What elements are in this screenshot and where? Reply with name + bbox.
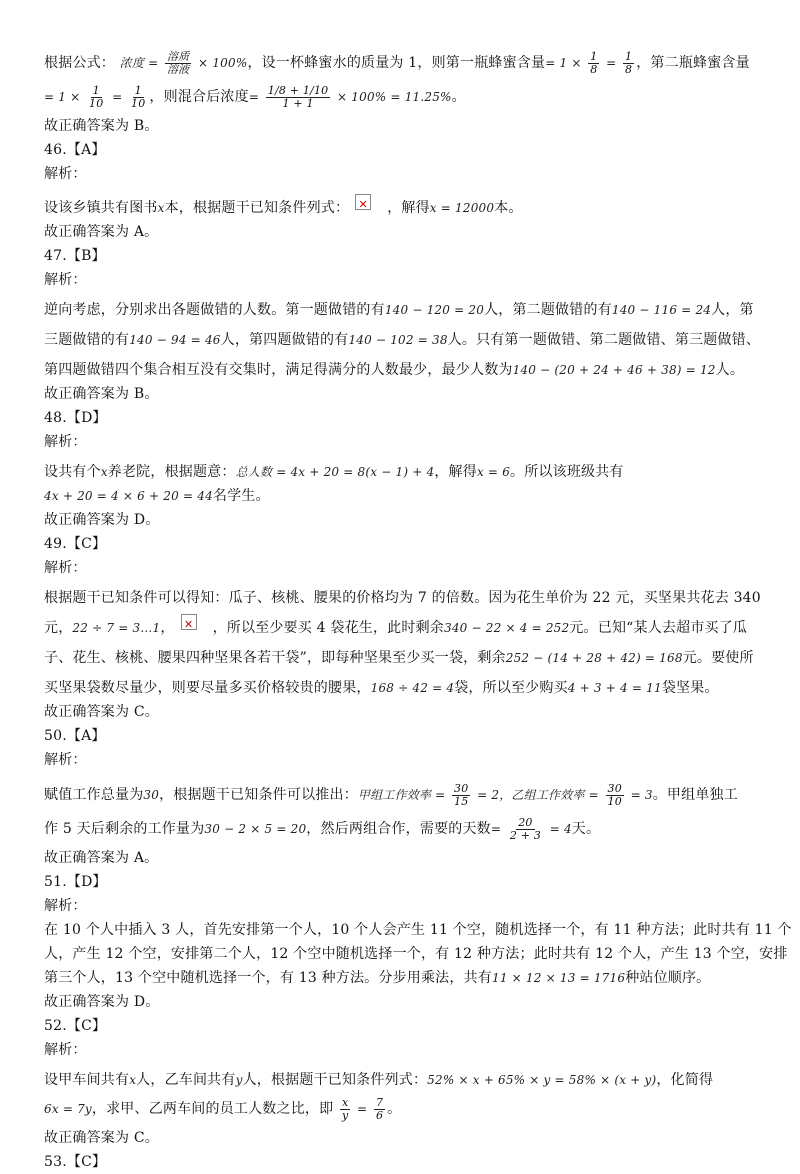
answer-line: 故正确答案为 D。 (44, 994, 160, 1010)
text: ，则混合后浓度 (149, 89, 249, 105)
text-line: 元，22 ÷ 7 = 3…1，✕ ，所以至少要买 4 袋花生，此时剩余340 − 22 × 4 = 252元。已知“某人去超市买了瓜 (44, 616, 756, 640)
formula: = (490, 822, 502, 836)
analysis-label: 解析： (44, 752, 87, 768)
answer-line: 故正确答案为 D。 (44, 512, 160, 528)
answer-line: 故正确答案为 C。 (44, 1130, 159, 1146)
formula: 4 + 3 + 4 = 11 (567, 681, 662, 695)
fraction: $\frac{20}{2 + 3}$ (509, 815, 542, 842)
formula: 6x = 7y (44, 1102, 92, 1116)
formula: 52% × x + 65% × y = 58% × (x + y) (427, 1073, 657, 1087)
text: ，第二瓶蜂蜜含量 (636, 55, 750, 71)
fraction: $\frac{1}{10}$ (131, 83, 146, 110)
question-heading: 48.【D】 (44, 410, 107, 426)
fraction: $\frac{1}{8}$ (625, 49, 633, 76)
text-line: 作 5 天后剩余的工作量为30 − 2 × 5 = 20，然后两组合作，需要的天数= $\frac{20}{2 + 3}$ = 4天。 (44, 815, 601, 842)
text-line: 设共有个x养老院，根据题意：总人数 = 4x + 20 = 8(x − 1) + 4，解得x = 6。所以该班级共有 (44, 464, 624, 480)
question-heading: 50.【A】 (44, 728, 106, 744)
formula: × 100% (198, 56, 248, 70)
formula: x = 12000 (429, 201, 495, 215)
text-line: 4x + 20 = 4 × 6 + 20 = 44名学生。 (44, 488, 270, 504)
fraction: $\frac{30}{15}$ (454, 781, 469, 808)
question-heading: 52.【C】 (44, 1018, 107, 1034)
formula: = (357, 1102, 368, 1116)
text-line: 赋值工作总量为30，根据题干已知条件可以推出：甲组工作效率 = $\frac{30}{15}$ = 2，乙组工作效率 = $\frac{30}{10}$ = 3。甲组单独工 (44, 781, 738, 808)
formula: = (112, 90, 123, 104)
analysis-label: 解析： (44, 166, 87, 182)
formula: x (129, 1073, 137, 1087)
question-heading: 53.【C】 (44, 1154, 107, 1170)
formula: x (157, 201, 165, 215)
answer-line: 故正确答案为 A。 (44, 850, 159, 866)
fraction: $\frac{1/8 + 1/10}{1 + 1}$ (267, 83, 329, 110)
formula: ，乙组工作效率 = (499, 788, 599, 802)
formula: 30 − 2 × 5 = 20 (204, 822, 307, 836)
formula: = 3 (630, 788, 653, 802)
text-line: 在 10 个人中插入 3 人，首先安排第一个人，10 个人会产生 11 个空，随机选择一个，有 11 种方法；此时共有 11 个 (44, 922, 792, 938)
answer-line: 故正确答案为 A。 (44, 224, 159, 240)
formula: = 1 × (545, 56, 582, 70)
text-line: 逆向考虑，分别求出各题做错的人数。第一题做错的有140 − 120 = 20人，第二题做错的有140 − 116 = 24人，第 (44, 302, 754, 318)
formula: 140 − 120 = 20 (384, 303, 485, 317)
formula: 总人数 = 4x + 20 = 8(x − 1) + 4 (235, 465, 435, 479)
analysis-label: 解析： (44, 560, 87, 576)
formula: 140 − 94 = 46 (129, 333, 221, 347)
fraction: $\frac{\text{溶质}}{\text{溶液}}$ (166, 49, 190, 76)
question-heading: 51.【D】 (44, 874, 107, 890)
question-heading: 47.【B】 (44, 248, 106, 264)
broken-image-icon (181, 614, 197, 630)
answer-line: 故正确答案为 C。 (44, 704, 159, 720)
formula: × 100% = 11.25% (337, 90, 452, 104)
text-line (44, 80, 756, 114)
question-heading: 46.【A】 (44, 142, 106, 158)
answer-line: 故正确答案为 B。 (44, 386, 159, 402)
fraction: $\frac{7}{6}$ (375, 1095, 384, 1122)
formula: y (235, 1073, 243, 1087)
text-line: 人，产生 12 个空，安排第二个人，12 个空中随机选择一个，有 12 种方法；此时共有 12 个人，产生 13 个空，安排 (44, 946, 788, 962)
fraction: $\frac{x}{y}$ (341, 1095, 349, 1122)
formula: 4x + 20 = 4 × 6 + 20 = 44 (44, 489, 213, 503)
formula: 甲组工作效率 = (357, 788, 446, 802)
fraction: $\frac{1}{10}$ (89, 83, 104, 110)
fraction: $\frac{1}{8}$ (590, 49, 598, 76)
text: ，设一杯蜂蜜水的质量为 1，则第一瓶蜂蜜含量 (247, 55, 546, 71)
text-line: 根据题干已知条件可以得知：瓜子、核桃、腰果的价格均为 7 的倍数。因为花生单价为 22 元，买坚果共花去 340 (44, 590, 761, 606)
analysis-label: 解析： (44, 272, 87, 288)
text-line: 买坚果袋数尽量少，则要尽量多买价格较贵的腰果，168 ÷ 42 = 4袋，所以至少购买4 + 3 + 4 = 11袋坚果。 (44, 680, 719, 696)
formula: = (248, 90, 260, 104)
formula: 252 − (14 + 28 + 42) = 168 (505, 651, 683, 665)
formula: = 1 × (44, 90, 81, 104)
text: 。 (451, 89, 466, 105)
text-line: 设甲车间共有x人，乙车间共有y人，根据题干已知条件列式：52% × x + 65% × y = 58% × (x + y)，化简得 (44, 1072, 714, 1088)
question-heading: 49.【C】 (44, 536, 107, 552)
text-line: 6x = 7y，求甲、乙两车间的员工人数之比，即 $\frac{x}{y}$ = $\frac{7}{6}$ 。 (44, 1095, 402, 1122)
formula: 168 ÷ 42 = 4 (370, 681, 455, 695)
formula: = 4 (549, 822, 572, 836)
formula: 140 − 102 = 38 (348, 333, 448, 347)
analysis-label: 解析： (44, 898, 87, 914)
answer-line: 故正确答案为 B。 (44, 118, 159, 134)
formula: 浓度 = (119, 56, 159, 70)
formula: x = 6 (476, 465, 511, 479)
text-line: 设该乡镇共有图书x本，根据题干已知条件列式：✕ ，解得x = 12000本。 (44, 196, 756, 220)
text-line: 子、花生、核桃、腰果四种坚果各若干袋”，即每种坚果至少买一袋，剩余252 − (14 + 28 + 42) = 168元。要使所 (44, 650, 754, 666)
formula: = (606, 56, 617, 70)
formula: = 2 (477, 788, 500, 802)
text-line (44, 46, 756, 80)
formula: x (100, 465, 108, 479)
text: 根据公式： (44, 55, 115, 71)
formula: 11 × 12 × 13 = 1716 (491, 971, 626, 985)
formula: 140 − (20 + 24 + 46 + 38) = 12 (512, 363, 716, 377)
fraction: $\frac{30}{10}$ (607, 781, 622, 808)
broken-image-icon (355, 194, 371, 210)
analysis-label: 解析： (44, 434, 87, 450)
formula: 30 (143, 788, 160, 802)
analysis-label: 解析： (44, 1042, 87, 1058)
text-line: 第三个人，13 个空中随机选择一个，有 13 种方法。分步用乘法，共有11 × 12 × 13 = 1716种站位顺序。 (44, 970, 711, 986)
formula: 22 ÷ 7 = 3…1 (72, 621, 161, 635)
formula: 340 − 22 × 4 = 252 (443, 621, 570, 635)
text-line: 三题做错的有140 − 94 = 46人，第四题做错的有140 − 102 = 38人。只有第一题做错、第二题做错、第三题做错、 (44, 332, 761, 348)
formula: 140 − 116 = 24 (611, 303, 712, 317)
text-line: 第四题做错四个集合相互没有交集时，满足得满分的人数最少，最少人数为140 − (20 + 24 + 46 + 38) = 12人。 (44, 362, 745, 378)
